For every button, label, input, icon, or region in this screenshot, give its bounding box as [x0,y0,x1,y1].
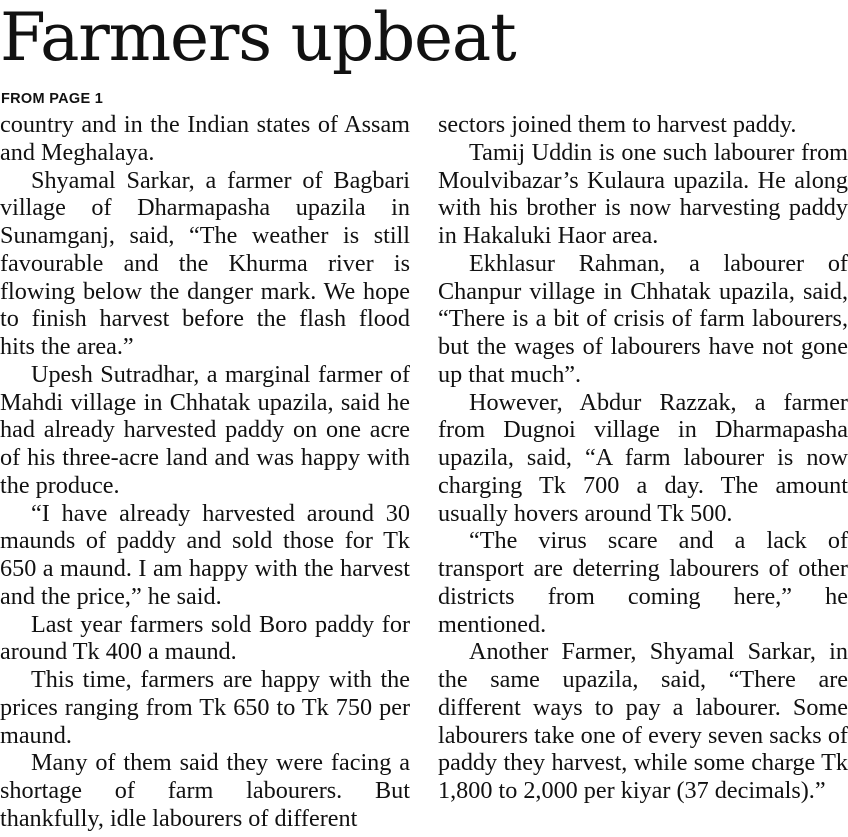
article-paragraph: country and in the Indian states of Assam and Meghalaya. [0,111,410,166]
article-paragraph: Many of them said they were facing a shortage of farm labourers. But thankfully, idle labourers of different [0,749,410,832]
article-column-right [438,111,848,837]
article-paragraph: Ekhlasur Rahman, a labourer of Chanpur village in Chhatak upazila, said, “There is a bit of crisis of farm labourers, but the wages of labourers have not gone up that much”. [438,249,848,388]
article-paragraph: “I have already harvested around 30 maunds of paddy and sold those for Tk 650 a maund. I am happy with the harvest and the price,” he said. [0,499,410,610]
article-paragraph: sectors joined them to harvest paddy. [438,111,797,138]
article-paragraph: Upesh Sutradhar, a marginal farmer of Mahdi village in Chhatak upazila, said he had already harvested paddy on one acre of his three-acre land and was happy with the produce. [0,360,410,499]
article-paragraph: Shyamal Sarkar, a farmer of Bagbari village of Dharmapasha upazila in Sunamganj, said, “The weather is still favourable and the Khurma river is flowing below the danger mark. We hope to finish harvest before the flash flood hits the area.” [0,166,410,360]
headline: Farmers upbeat [0,0,516,76]
article-paragraph: Another Farmer, Shyamal Sarkar, in the same upazila, said, “There are different ways to pay a labourer. Some labourers take one of every seven sacks of paddy they harvest, while some charge Tk 1,800 to 2,000 per kiyar (37 decimals).” [438,638,848,804]
article-paragraph: Tamij Uddin is one such labourer from Moulvibazar’s Kulaura upazila. He along with his brother is now harvesting paddy in Hakaluki Haor area. [438,138,848,249]
article-paragraph: This time, farmers are happy with the prices ranging from Tk 650 to Tk 750 per maund. [0,666,410,749]
jump-line: FROM PAGE 1 [1,91,104,107]
article-paragraph: However, Abdur Razzak, a farmer from Dugnoi village in Dharmapasha upazila, said, “A farm labourer is now charging Tk 700 a day. The amount usually hovers around Tk 500. [438,388,848,527]
article-paragraph: Last year farmers sold Boro paddy for around Tk 400 a maund. [0,610,410,666]
article-column-left [0,111,410,837]
article-paragraph: “The virus scare and a lack of transport are deterring labourers of other districts from coming here,” he mentioned. [438,527,848,638]
